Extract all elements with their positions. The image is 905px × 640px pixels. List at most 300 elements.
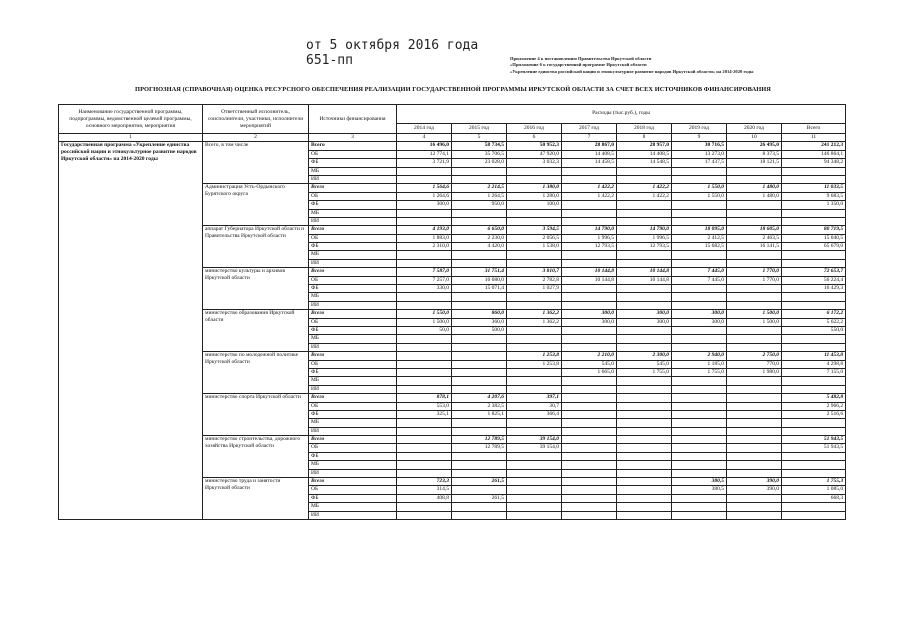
header-executor: Ответственный исполнитель, соисполнители, участники, исполнители мероприятий: [203, 105, 309, 134]
amount-cell: 7 445,0: [672, 276, 727, 284]
amount-cell: 330,0: [397, 285, 452, 293]
source-cell: ОБ: [309, 234, 397, 242]
amount-cell: [617, 293, 672, 301]
amount-cell: 545,0: [617, 360, 672, 368]
amount-cell: [617, 343, 672, 351]
amount-cell: [562, 335, 617, 343]
amount-cell: [672, 209, 727, 217]
column-number: 4: [397, 134, 452, 142]
amount-cell: [507, 377, 562, 385]
source-cell: МБ: [309, 167, 397, 175]
amount-cell: 1 550,0: [672, 192, 727, 200]
amount-cell: [562, 461, 617, 469]
amount-cell: [617, 326, 672, 334]
amount-cell: [507, 469, 562, 477]
amount-cell: [452, 427, 507, 435]
amount-cell: 390,0: [727, 486, 782, 494]
source-cell: ОБ: [309, 444, 397, 452]
amount-cell: [562, 251, 617, 259]
amount-cell: [727, 444, 782, 452]
amount-cell: [672, 335, 727, 343]
amount-cell: [562, 452, 617, 460]
header-year: 2015 год: [452, 123, 507, 133]
column-number: 11: [782, 134, 846, 142]
amount-cell: [617, 410, 672, 418]
amount-cell: [617, 402, 672, 410]
executor-cell: министерство строительства, дорожного хозяйства Иркутской области: [203, 436, 309, 478]
amount-cell: 3 810,7: [507, 268, 562, 276]
amount-cell: [617, 511, 672, 519]
amount-cell: [727, 385, 782, 393]
amount-cell: [507, 419, 562, 427]
amount-cell: [727, 410, 782, 418]
amount-cell: [397, 503, 452, 511]
column-number: 9: [672, 134, 727, 142]
total-cell: 9 683,5: [782, 192, 846, 200]
total-cell: 4 298,8: [782, 360, 846, 368]
amount-cell: 390,0: [727, 478, 782, 486]
amount-cell: 1 770,0: [727, 276, 782, 284]
amount-cell: 3 032,3: [507, 159, 562, 167]
total-cell: 5 622,2: [782, 318, 846, 326]
amount-cell: [617, 217, 672, 225]
amount-cell: [562, 285, 617, 293]
program-name-cell: Государственная программа «Укрепление единства российской нации и этнокультурное развитие народов Иркутской области» на 2014-2020 годы: [59, 142, 203, 520]
amount-cell: 1 380,0: [507, 184, 562, 192]
amount-cell: 1 996,5: [562, 234, 617, 242]
amount-cell: [452, 511, 507, 519]
source-cell: Всего: [309, 352, 397, 360]
header-year: 2018 год: [617, 123, 672, 133]
amount-cell: [727, 251, 782, 259]
amount-cell: [562, 436, 617, 444]
amount-cell: [562, 217, 617, 225]
amount-cell: [507, 251, 562, 259]
amount-cell: 10 144,8: [617, 276, 672, 284]
amount-cell: [397, 251, 452, 259]
amount-cell: 35 706,5: [452, 150, 507, 158]
amount-cell: [562, 469, 617, 477]
column-number: 2: [203, 134, 309, 142]
total-cell: [782, 335, 846, 343]
amount-cell: 1 770,0: [727, 268, 782, 276]
source-cell: МБ: [309, 209, 397, 217]
amount-cell: [617, 494, 672, 502]
amount-cell: 2 214,5: [452, 184, 507, 192]
amount-cell: [672, 175, 727, 183]
amount-cell: [507, 335, 562, 343]
amount-cell: [727, 427, 782, 435]
amount-cell: [617, 452, 672, 460]
amount-cell: 58 734,5: [452, 142, 507, 150]
amount-cell: [397, 343, 452, 351]
header-year: 2020 год: [727, 123, 782, 133]
amount-cell: [617, 419, 672, 427]
source-cell: МБ: [309, 293, 397, 301]
amount-cell: [617, 478, 672, 486]
amount-cell: 50,0: [397, 326, 452, 334]
amount-cell: 50 952,3: [507, 142, 562, 150]
source-cell: ОБ: [309, 150, 397, 158]
amount-cell: [397, 452, 452, 460]
executor-cell: аппарат Губернатора Иркутской области и Правительства Иркутской области: [203, 226, 309, 268]
amount-cell: 1 185,0: [672, 360, 727, 368]
amount-cell: [452, 335, 507, 343]
amount-cell: 1 500,0: [397, 318, 452, 326]
total-cell: 5 482,8: [782, 394, 846, 402]
amount-cell: 1 665,0: [562, 368, 617, 376]
total-cell: 56 224,4: [782, 276, 846, 284]
amount-cell: [452, 461, 507, 469]
amount-cell: [562, 494, 617, 502]
source-cell: ОБ: [309, 360, 397, 368]
amount-cell: [617, 209, 672, 217]
total-cell: [782, 301, 846, 309]
amount-cell: 1 422,2: [617, 184, 672, 192]
amount-cell: [672, 410, 727, 418]
amount-cell: 14 548,5: [617, 159, 672, 167]
total-cell: 550,0: [782, 326, 846, 334]
amount-cell: 12 789,5: [452, 444, 507, 452]
amount-cell: [562, 301, 617, 309]
amount-cell: [507, 494, 562, 502]
amount-cell: [672, 167, 727, 175]
amount-cell: 10 144,8: [617, 268, 672, 276]
amount-cell: [617, 259, 672, 267]
amount-cell: [507, 217, 562, 225]
source-cell: МБ: [309, 251, 397, 259]
amount-cell: [727, 394, 782, 402]
amount-cell: [727, 452, 782, 460]
amount-cell: 500,0: [452, 326, 507, 334]
amount-cell: [397, 461, 452, 469]
total-cell: 1 085,0: [782, 486, 846, 494]
amount-cell: 1 825,1: [452, 410, 507, 418]
amount-cell: [562, 167, 617, 175]
source-cell: МБ: [309, 503, 397, 511]
amount-cell: 1 422,2: [562, 192, 617, 200]
amount-cell: 1 500,0: [727, 318, 782, 326]
amount-cell: 1 564,6: [397, 184, 452, 192]
amount-cell: [562, 201, 617, 209]
amount-cell: 1 550,0: [397, 310, 452, 318]
amount-cell: [397, 377, 452, 385]
amount-cell: [452, 167, 507, 175]
total-cell: [782, 175, 846, 183]
amount-cell: 553,0: [397, 402, 452, 410]
amount-cell: [672, 326, 727, 334]
header-year: 2017 год: [562, 123, 617, 133]
amount-cell: 360,0: [452, 318, 507, 326]
total-cell: [782, 385, 846, 393]
source-cell: Всего: [309, 226, 397, 234]
amount-cell: 300,0: [672, 318, 727, 326]
source-cell: ИИ: [309, 259, 397, 267]
document-title: ПРОГНОЗНАЯ (СПРАВОЧНАЯ) ОЦЕНКА РЕСУРСНОГО ОБЕСПЕЧЕНИЯ РЕАЛИЗАЦИИ ГОСУДАРСТВЕННОЙ ПРОГРАММЫ ИРКУТСКОЙ ОБЛАСТИ ЗА СЧЕТ ВСЕХ ИСТОЧНИКОВ ФИНАНСИРОВАНИЯ: [135, 86, 771, 93]
amount-cell: 14 790,0: [617, 226, 672, 234]
amount-cell: [727, 343, 782, 351]
amount-cell: [507, 511, 562, 519]
amount-cell: 2 940,0: [672, 352, 727, 360]
amount-cell: 1 755,0: [617, 368, 672, 376]
amount-cell: [672, 427, 727, 435]
amount-cell: [397, 469, 452, 477]
column-number: 6: [507, 134, 562, 142]
amount-cell: 1 264,6: [397, 192, 452, 200]
amount-cell: [397, 511, 452, 519]
amount-cell: [562, 503, 617, 511]
source-cell: ИИ: [309, 427, 397, 435]
amount-cell: 15 682,5: [672, 243, 727, 251]
amount-cell: [397, 427, 452, 435]
amount-cell: [507, 461, 562, 469]
amount-cell: [727, 469, 782, 477]
source-cell: ИИ: [309, 217, 397, 225]
amount-cell: [397, 167, 452, 175]
amount-cell: [727, 402, 782, 410]
amount-cell: [672, 217, 727, 225]
amount-cell: [727, 461, 782, 469]
amount-cell: 300,0: [562, 310, 617, 318]
amount-cell: 16 680,0: [452, 276, 507, 284]
amount-cell: [562, 293, 617, 301]
column-number: 3: [309, 134, 397, 142]
amount-cell: [727, 511, 782, 519]
amount-cell: 770,0: [727, 360, 782, 368]
amount-cell: [617, 394, 672, 402]
amount-cell: 2 310,0: [397, 243, 452, 251]
executor-cell: министерство труда и занятости Иркутской области: [203, 478, 309, 520]
amount-cell: [562, 259, 617, 267]
amount-cell: [452, 343, 507, 351]
amount-cell: 26 495,0: [727, 142, 782, 150]
amount-cell: [672, 385, 727, 393]
total-cell: 51 943,5: [782, 436, 846, 444]
amount-cell: [562, 427, 617, 435]
resource-table: [58, 104, 846, 520]
amount-cell: 7 587,0: [397, 268, 452, 276]
amount-cell: [617, 469, 672, 477]
amount-cell: [397, 444, 452, 452]
amount-cell: 2 230,0: [452, 234, 507, 242]
total-cell: [782, 469, 846, 477]
amount-cell: 2 382,5: [452, 402, 507, 410]
amount-cell: 12 793,5: [617, 243, 672, 251]
column-number: 1: [59, 134, 203, 142]
source-cell: ФБ: [309, 494, 397, 502]
amount-cell: [617, 251, 672, 259]
amount-cell: [672, 343, 727, 351]
executor-cell: министерство по молодежной политике Иркутской области: [203, 352, 309, 394]
amount-cell: 7 445,0: [672, 268, 727, 276]
total-cell: 51 943,5: [782, 444, 846, 452]
amount-cell: 300,0: [672, 310, 727, 318]
amount-cell: [507, 486, 562, 494]
amount-cell: [507, 385, 562, 393]
amount-cell: 3 721,9: [397, 159, 452, 167]
amount-cell: [507, 301, 562, 309]
amount-cell: [562, 175, 617, 183]
amount-cell: [397, 368, 452, 376]
amount-cell: [617, 461, 672, 469]
amount-cell: 4 193,0: [397, 226, 452, 234]
amount-cell: 10 144,8: [562, 268, 617, 276]
total-cell: [782, 259, 846, 267]
amount-cell: 28 957,0: [617, 142, 672, 150]
amount-cell: [397, 335, 452, 343]
amount-cell: [727, 377, 782, 385]
amount-cell: 2 210,0: [562, 352, 617, 360]
total-cell: [782, 293, 846, 301]
amount-cell: [452, 469, 507, 477]
total-cell: 1 755,3: [782, 478, 846, 486]
amount-cell: 1 253,8: [507, 360, 562, 368]
amount-cell: [452, 209, 507, 217]
source-cell: ФБ: [309, 452, 397, 460]
total-cell: [782, 343, 846, 351]
amount-cell: [452, 486, 507, 494]
total-cell: [782, 251, 846, 259]
source-cell: Всего: [309, 310, 397, 318]
header-year: 2016 год: [507, 123, 562, 133]
source-cell: ОБ: [309, 318, 397, 326]
source-cell: ФБ: [309, 243, 397, 251]
amount-cell: 10 144,8: [562, 276, 617, 284]
amount-cell: [727, 167, 782, 175]
amount-cell: 18 095,0: [672, 226, 727, 234]
column-number: 5: [452, 134, 507, 142]
amount-cell: [397, 175, 452, 183]
amount-cell: 2 463,5: [727, 234, 782, 242]
amount-cell: 723,3: [397, 478, 452, 486]
amount-cell: [672, 444, 727, 452]
amount-cell: [617, 201, 672, 209]
amount-cell: 1 755,0: [672, 368, 727, 376]
amount-cell: [452, 452, 507, 460]
total-cell: 668,3: [782, 494, 846, 502]
amount-cell: [562, 511, 617, 519]
amount-cell: 300,0: [562, 318, 617, 326]
executor-cell: министерство спорта Иркутской области: [203, 394, 309, 436]
source-cell: ИИ: [309, 301, 397, 309]
total-cell: 94 348,2: [782, 159, 846, 167]
amount-cell: [452, 293, 507, 301]
amount-cell: [617, 167, 672, 175]
total-cell: [782, 427, 846, 435]
amount-cell: 12 789,5: [452, 436, 507, 444]
amount-cell: [617, 385, 672, 393]
amount-cell: [672, 377, 727, 385]
amount-cell: [672, 201, 727, 209]
amount-cell: 6 650,0: [452, 226, 507, 234]
amount-cell: 7 257,0: [397, 276, 452, 284]
amount-cell: 30 716,5: [672, 142, 727, 150]
total-cell: 65 679,0: [782, 243, 846, 251]
total-cell: 11 453,8: [782, 352, 846, 360]
amount-cell: [672, 402, 727, 410]
executor-cell: Администрация Усть-Ордынского Бурятского округа: [203, 184, 309, 226]
amount-cell: [617, 486, 672, 494]
amount-cell: [452, 377, 507, 385]
amount-cell: 2 300,0: [617, 352, 672, 360]
amount-cell: [507, 293, 562, 301]
amount-cell: 13 273,0: [672, 150, 727, 158]
total-cell: [782, 167, 846, 175]
amount-cell: 261,5: [452, 478, 507, 486]
amount-cell: 397,1: [507, 394, 562, 402]
amount-cell: 878,1: [397, 394, 452, 402]
amount-cell: 2 750,0: [727, 352, 782, 360]
total-cell: [782, 503, 846, 511]
total-cell: [782, 511, 846, 519]
amount-cell: [727, 259, 782, 267]
amount-cell: [507, 209, 562, 217]
total-cell: 6 172,2: [782, 310, 846, 318]
amount-cell: [727, 503, 782, 511]
amount-cell: 314,5: [397, 486, 452, 494]
total-cell: 241 212,3: [782, 142, 846, 150]
header-year: 2019 год: [672, 123, 727, 133]
amount-cell: 261,5: [452, 494, 507, 502]
amount-cell: 14 408,5: [617, 150, 672, 158]
amount-cell: [452, 251, 507, 259]
amount-cell: [507, 343, 562, 351]
amount-cell: [397, 436, 452, 444]
amount-cell: [452, 503, 507, 511]
source-cell: ИИ: [309, 511, 397, 519]
amount-cell: 1 422,2: [562, 184, 617, 192]
table-row: [59, 142, 846, 150]
amount-cell: [672, 469, 727, 477]
amount-cell: [672, 494, 727, 502]
amount-cell: 1 883,0: [397, 234, 452, 242]
amount-cell: 15 071,4: [452, 285, 507, 293]
amount-cell: [727, 209, 782, 217]
document-stamp: [306, 38, 478, 68]
amount-cell: 1 500,0: [727, 310, 782, 318]
amount-cell: [562, 209, 617, 217]
amount-cell: 2 782,8: [507, 276, 562, 284]
amount-cell: [727, 301, 782, 309]
amount-cell: 23 028,0: [452, 159, 507, 167]
amount-cell: [562, 444, 617, 452]
source-cell: ФБ: [309, 368, 397, 376]
amount-cell: [672, 503, 727, 511]
amount-cell: 380,5: [672, 486, 727, 494]
appendix-line: «Приложение 6 к государственной программе Иркутской области: [510, 62, 647, 68]
amount-cell: 300,0: [617, 310, 672, 318]
amount-cell: 1 480,0: [727, 192, 782, 200]
total-cell: [782, 209, 846, 217]
amount-cell: [507, 503, 562, 511]
amount-cell: [562, 394, 617, 402]
executor-cell: министерство образования Иркутской области: [203, 310, 309, 352]
amount-cell: 14 790,0: [562, 226, 617, 234]
appendix-line: Приложение 4 к постановлению Правительства Иркутской области: [510, 56, 652, 61]
amount-cell: [727, 494, 782, 502]
amount-cell: [727, 436, 782, 444]
amount-cell: [672, 419, 727, 427]
executor-cell: министерство культуры и архивов Иркутской области: [203, 268, 309, 310]
amount-cell: [617, 436, 672, 444]
amount-cell: 14 458,5: [562, 159, 617, 167]
total-cell: [782, 419, 846, 427]
amount-cell: 1 980,0: [727, 368, 782, 376]
amount-cell: 325,1: [397, 410, 452, 418]
amount-cell: 2 056,5: [507, 234, 562, 242]
amount-cell: [507, 368, 562, 376]
amount-cell: 4 207,6: [452, 394, 507, 402]
